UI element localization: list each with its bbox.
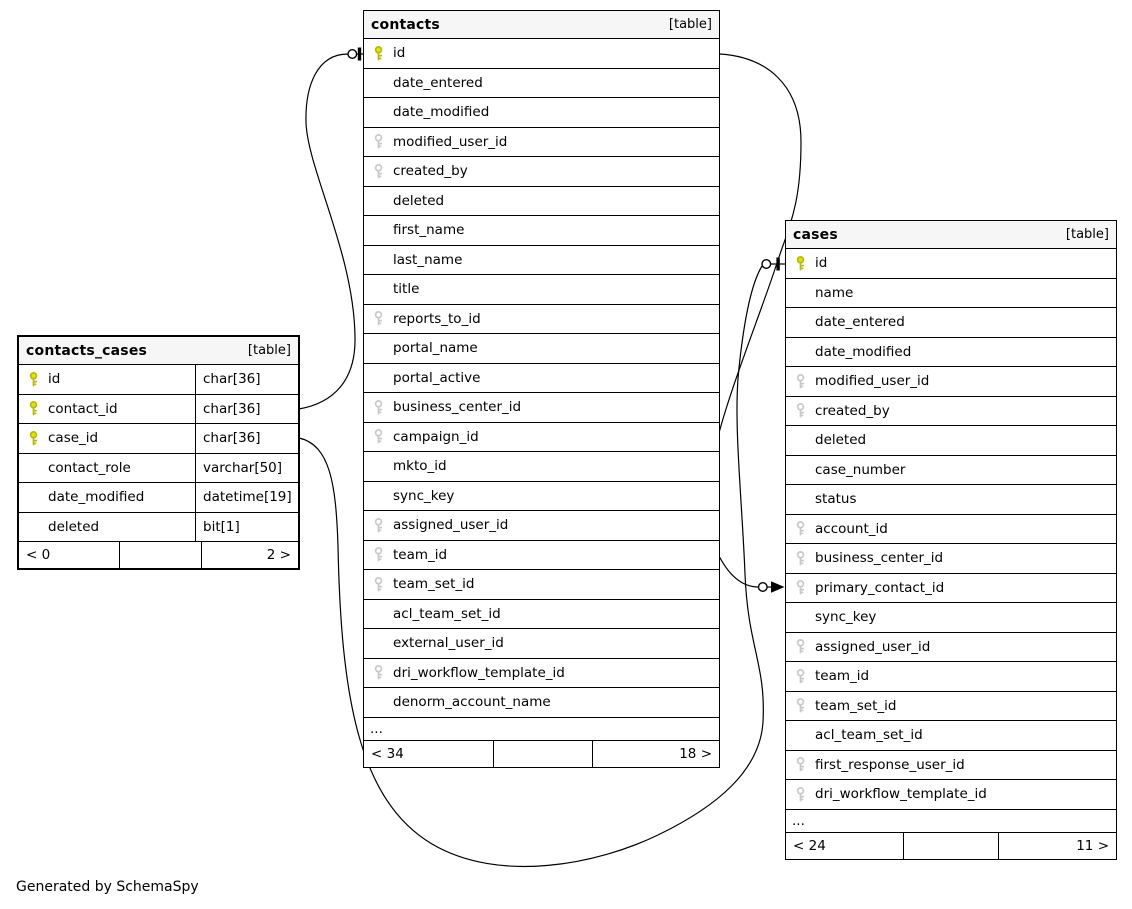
key-slot — [786, 456, 815, 485]
key-slot — [364, 600, 393, 629]
column-row[interactable] — [786, 456, 1116, 486]
key-slot — [786, 780, 815, 809]
column-row[interactable] — [364, 334, 719, 364]
key-icon — [373, 400, 384, 415]
column-name: status — [815, 491, 857, 508]
column-name: id — [48, 371, 61, 388]
key-icon — [795, 403, 806, 418]
column-name: first_response_user_id — [815, 756, 965, 773]
key-icon — [28, 401, 39, 416]
column-row[interactable] — [786, 397, 1116, 427]
column-name: reports_to_id — [393, 310, 481, 327]
column-name: business_center_id — [815, 550, 944, 567]
column-name: contact_role — [48, 459, 131, 476]
cardinality-circle-icon — [759, 583, 768, 592]
key-slot — [364, 98, 393, 127]
key-slot — [19, 454, 48, 483]
column-row[interactable] — [364, 364, 719, 394]
key-slot — [364, 39, 393, 68]
column-name: date_entered — [393, 74, 483, 91]
key-slot — [786, 515, 815, 544]
key-slot — [786, 279, 815, 308]
column-row[interactable] — [364, 98, 719, 128]
column-name: title — [393, 281, 420, 298]
table-cases[interactable] — [785, 220, 1117, 860]
endpoint-cases-id — [762, 258, 785, 271]
column-row[interactable] — [19, 483, 298, 513]
column-row[interactable] — [364, 600, 719, 630]
children-count: < 24 — [786, 833, 904, 859]
key-slot — [364, 69, 393, 98]
column-row[interactable] — [786, 603, 1116, 633]
column-row[interactable] — [364, 423, 719, 453]
key-slot — [364, 364, 393, 393]
key-slot — [786, 485, 815, 514]
column-row[interactable] — [19, 365, 298, 395]
cardinality-circle-icon — [348, 50, 357, 59]
column-name: deleted — [48, 518, 100, 535]
column-row[interactable] — [364, 216, 719, 246]
column-name: campaign_id — [393, 428, 479, 445]
column-row[interactable] — [19, 395, 298, 425]
column-name: date_modified — [815, 343, 912, 360]
key-slot — [364, 334, 393, 363]
column-row[interactable] — [786, 249, 1116, 279]
column-name: team_set_id — [815, 697, 897, 714]
key-icon — [795, 787, 806, 802]
column-row[interactable] — [364, 393, 719, 423]
column-name: mkto_id — [393, 458, 447, 475]
column-name: date_modified — [48, 489, 145, 506]
key-icon — [795, 551, 806, 566]
key-slot — [364, 393, 393, 422]
column-row[interactable] — [19, 424, 298, 454]
column-name: date_entered — [815, 314, 905, 331]
column-name: portal_name — [393, 340, 478, 357]
key-slot — [364, 275, 393, 304]
key-icon — [795, 639, 806, 654]
key-slot — [364, 187, 393, 216]
column-row[interactable] — [364, 541, 719, 571]
column-row[interactable] — [364, 629, 719, 659]
column-name: last_name — [393, 251, 463, 268]
column-row[interactable] — [786, 367, 1116, 397]
key-slot — [364, 216, 393, 245]
column-row[interactable] — [364, 688, 719, 718]
parents-count: 2 > — [266, 547, 291, 563]
column-name: date_modified — [393, 104, 490, 121]
column-row[interactable] — [786, 721, 1116, 751]
column-name: created_by — [393, 163, 468, 180]
key-icon — [373, 518, 384, 533]
column-row[interactable] — [786, 338, 1116, 368]
column-row[interactable] — [786, 692, 1116, 722]
table-title[interactable]: cases — [793, 226, 838, 243]
column-name: portal_active — [393, 369, 481, 386]
column-row[interactable] — [786, 544, 1116, 574]
key-icon — [373, 134, 384, 149]
column-name: business_center_id — [393, 399, 522, 416]
table-contacts[interactable] — [363, 10, 720, 768]
column-type: char[36] — [195, 395, 298, 424]
key-slot — [364, 511, 393, 540]
column-type: char[36] — [195, 365, 298, 394]
key-slot — [19, 365, 48, 394]
column-row[interactable] — [786, 515, 1116, 545]
key-slot — [786, 662, 815, 691]
key-slot — [364, 423, 393, 452]
table-footer — [364, 741, 719, 767]
key-slot — [364, 688, 393, 717]
column-name: dri_workflow_template_id — [393, 664, 565, 681]
footer-spacer — [494, 741, 593, 767]
column-name: external_user_id — [393, 635, 504, 652]
column-name: account_id — [815, 520, 888, 537]
column-row[interactable] — [364, 157, 719, 187]
column-type: bit[1] — [195, 513, 298, 542]
footer-spacer — [120, 542, 202, 568]
endpoint-cases-primary-contact-id — [759, 581, 785, 592]
column-row[interactable] — [786, 633, 1116, 663]
column-name: first_name — [393, 222, 465, 239]
column-row[interactable] — [364, 305, 719, 335]
key-icon — [373, 46, 384, 61]
column-name: deleted — [815, 432, 867, 449]
column-name: primary_contact_id — [815, 579, 945, 596]
key-slot — [786, 751, 815, 780]
column-name: assigned_user_id — [815, 638, 931, 655]
column-row[interactable] — [786, 574, 1116, 604]
key-icon — [795, 580, 806, 595]
table-header — [786, 221, 1116, 249]
key-slot — [364, 659, 393, 688]
footer-spacer — [904, 833, 999, 859]
key-slot — [786, 367, 815, 396]
column-type: datetime[19] — [195, 483, 298, 512]
key-slot — [786, 426, 815, 455]
key-icon — [795, 374, 806, 389]
column-name: assigned_user_id — [393, 517, 509, 534]
column-name: created_by — [815, 402, 890, 419]
column-row[interactable] — [364, 69, 719, 99]
table-type-badge: [table] — [668, 17, 712, 32]
key-slot — [786, 692, 815, 721]
column-row[interactable] — [19, 454, 298, 484]
column-row[interactable] — [786, 751, 1116, 781]
key-slot — [364, 570, 393, 599]
parents-count: 11 > — [1076, 837, 1109, 854]
column-name: id — [393, 45, 406, 62]
children-count: < 34 — [364, 741, 494, 767]
column-row[interactable] — [364, 452, 719, 482]
key-slot — [364, 629, 393, 658]
children-count: < 0 — [19, 542, 120, 568]
column-name: contact_id — [48, 400, 118, 417]
key-slot — [364, 157, 393, 186]
key-slot — [364, 452, 393, 481]
endpoint-contacts-id — [348, 48, 363, 61]
column-name: acl_team_set_id — [815, 727, 923, 744]
column-name: dri_workflow_template_id — [815, 786, 987, 803]
column-row[interactable] — [364, 128, 719, 158]
key-slot — [19, 395, 48, 424]
column-name: id — [815, 255, 828, 272]
key-icon — [373, 164, 384, 179]
key-slot — [786, 574, 815, 603]
cardinality-tee-icon — [358, 48, 361, 61]
column-row[interactable] — [19, 513, 298, 543]
table-title[interactable]: contacts_cases — [26, 342, 148, 359]
column-type: char[36] — [195, 424, 298, 453]
column-row[interactable] — [786, 426, 1116, 456]
column-name: denorm_account_name — [393, 694, 551, 711]
column-row[interactable] — [364, 187, 719, 217]
column-name: sync_key — [815, 609, 877, 626]
column-name: team_set_id — [393, 576, 475, 593]
column-row[interactable] — [364, 511, 719, 541]
column-name: team_id — [815, 668, 870, 685]
table-type-badge: [table] — [1065, 227, 1109, 242]
key-slot — [364, 128, 393, 157]
column-row[interactable] — [364, 659, 719, 689]
table-contacts-cases[interactable] — [17, 335, 300, 570]
parents-count: 18 > — [679, 745, 712, 762]
key-icon — [373, 547, 384, 562]
column-name: deleted — [393, 192, 445, 209]
relationship-line-contact-id — [299, 54, 355, 409]
column-row[interactable] — [364, 570, 719, 600]
table-footer — [786, 833, 1116, 859]
key-icon — [28, 372, 39, 387]
key-slot — [364, 305, 393, 334]
column-type: varchar[50] — [195, 454, 298, 483]
cardinality-circle-icon — [762, 260, 771, 269]
column-row[interactable] — [364, 275, 719, 305]
key-slot — [786, 721, 815, 750]
key-icon — [373, 311, 384, 326]
key-icon — [373, 577, 384, 592]
column-row[interactable] — [364, 39, 719, 69]
key-slot — [786, 397, 815, 426]
key-slot — [786, 338, 815, 367]
key-slot — [364, 482, 393, 511]
column-row[interactable] — [786, 279, 1116, 309]
key-icon — [373, 665, 384, 680]
column-row[interactable] — [786, 308, 1116, 338]
column-name: case_number — [815, 461, 906, 478]
column-name: modified_user_id — [815, 373, 930, 390]
key-slot — [364, 541, 393, 570]
key-icon — [795, 698, 806, 713]
key-icon — [373, 429, 384, 444]
hidden-columns-ellipsis: ... — [364, 718, 719, 741]
key-slot — [19, 483, 48, 512]
table-footer — [19, 542, 298, 568]
column-name: case_id — [48, 430, 99, 447]
hidden-columns-ellipsis: ... — [786, 810, 1116, 833]
key-slot — [786, 544, 815, 573]
column-name: modified_user_id — [393, 133, 508, 150]
cardinality-tee-icon — [776, 258, 779, 271]
key-slot — [19, 424, 48, 453]
column-name: team_id — [393, 546, 448, 563]
table-type-badge: [table] — [247, 343, 291, 358]
key-slot — [364, 246, 393, 275]
key-icon — [795, 757, 806, 772]
column-name: acl_team_set_id — [393, 605, 501, 622]
key-icon — [795, 521, 806, 536]
key-slot — [786, 633, 815, 662]
column-name: name — [815, 284, 854, 301]
generator-note: Generated by SchemaSpy — [16, 879, 199, 895]
column-row[interactable] — [786, 485, 1116, 515]
column-row[interactable] — [786, 780, 1116, 810]
key-slot — [786, 308, 815, 337]
key-icon — [795, 256, 806, 271]
table-header — [364, 11, 719, 39]
key-icon — [28, 431, 39, 446]
column-row[interactable] — [364, 246, 719, 276]
key-slot — [786, 249, 815, 278]
fk-arrow-icon — [771, 581, 785, 592]
key-slot — [786, 603, 815, 632]
column-row[interactable] — [364, 482, 719, 512]
key-slot — [19, 513, 48, 542]
key-icon — [795, 669, 806, 684]
column-name: sync_key — [393, 487, 455, 504]
column-row[interactable] — [786, 662, 1116, 692]
table-title[interactable]: contacts — [371, 16, 440, 33]
table-header — [19, 337, 298, 365]
